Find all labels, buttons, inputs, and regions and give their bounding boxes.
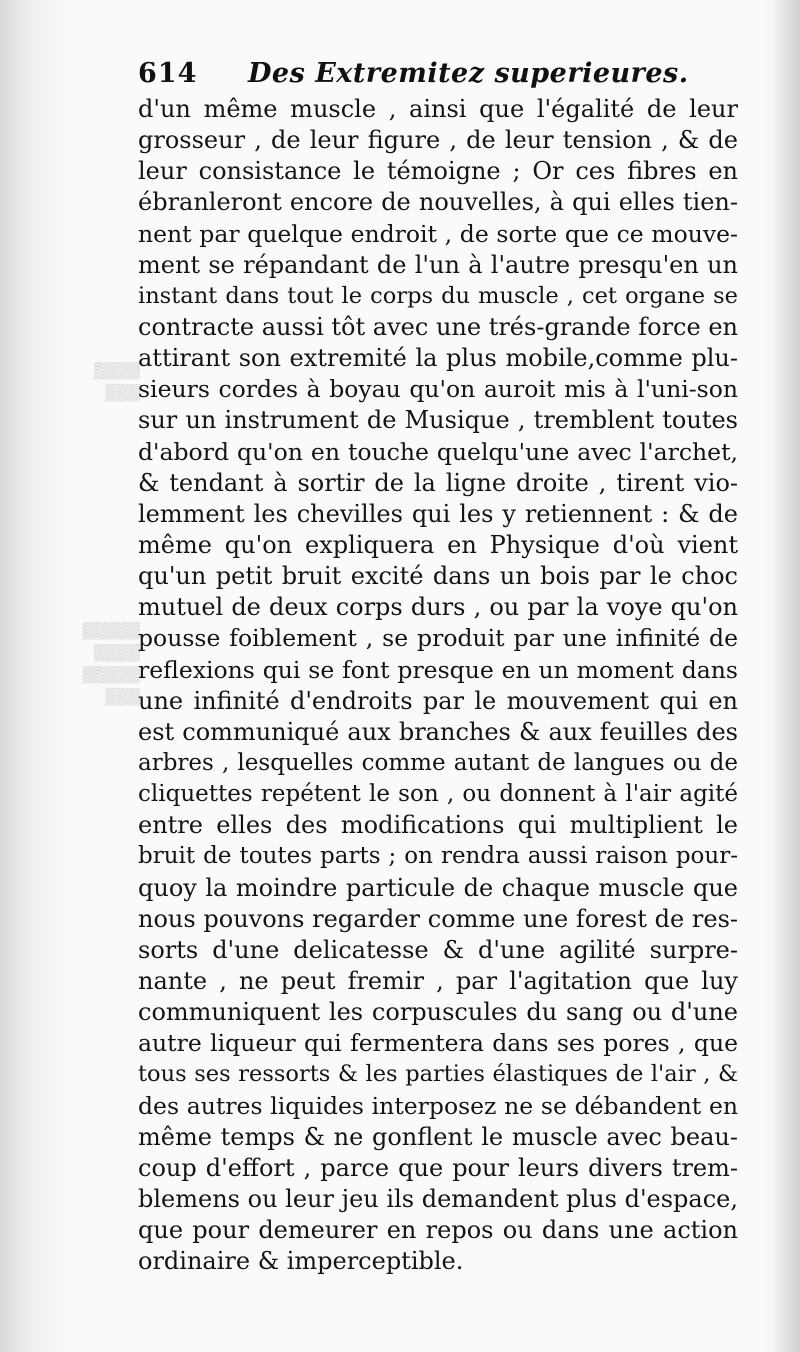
text-line: ment se répandant de l'un à l'autre presqu'en un [138, 250, 738, 279]
text-line: nous pouvons regarder comme une forest de res- [138, 904, 738, 933]
text-line: mutuel de deux corps durs , ou par la voye qu'on [138, 593, 738, 622]
text-line: autre liqueur qui fermentera dans ses pores , que [138, 1029, 738, 1058]
page-edge-shadow [760, 0, 800, 1352]
text-line: d'abord qu'on en touche quelqu'une avec l'archet, [138, 437, 738, 466]
text-line: reflexions qui se font presque en un moment dans [138, 655, 738, 684]
text-line: communiquent les corpuscules du sang ou d'une [138, 998, 738, 1027]
text-line: coup d'effort , parce que pour leurs divers trem- [138, 1153, 738, 1182]
text-line: entre elles des modifications qui multiplient le [138, 811, 738, 840]
text-line: même qu'on expliquera en Physique d'où vient [138, 530, 738, 559]
text-line: que pour demeurer en repos ou dans une action [138, 1216, 738, 1245]
text-line: attirant son extremité la plus mobile,comme plu- [138, 344, 738, 373]
text-line: cliquettes repétent le son , ou donnent à l'air agité [138, 781, 738, 808]
text-line: contracte aussi tôt avec une trés-grande force en [138, 312, 738, 341]
text-line: sorts d'une delicatesse & d'une agilité surpre- [138, 935, 738, 964]
text-line: des autres liquides interposez ne se débandent en [138, 1091, 738, 1120]
text-line: tous ses ressorts & les parties élastiques de l'air , & [138, 1061, 738, 1088]
text-line: blemens ou leur jeu ils demandent plus d'espace, [138, 1184, 738, 1213]
show-through-mark: ▒▒▒▒ ▒▒▒ [93, 362, 140, 402]
text-line: sieurs cordes à boyau qu'on auroit mis à l'uni-son [138, 375, 738, 404]
text-line: d'un même muscle , ainsi que l'égalité de leur [138, 95, 738, 123]
page-number: 614 [138, 58, 198, 89]
text-line: ordinaire & imperceptible. [138, 1247, 464, 1276]
text-line: qu'un petit bruit excité dans un bois par le choc [138, 562, 738, 591]
show-through-mark: ▒▒▒▒▒ ▒▒▒▒ ▒▒▒▒▒ ▒▒▒ [82, 622, 140, 706]
text-line: grosseur , de leur figure , de leur tension , & de [138, 126, 738, 155]
running-title: Des Extremitez superieures. [248, 58, 689, 89]
text-line: une infinité d'endroits par le mouvement qui en [138, 686, 738, 715]
text-line: leur consistance le témoigne ; Or ces fibres en [138, 157, 738, 186]
text-line: instant dans tout le corps du muscle , cet organe se [138, 282, 738, 309]
text-line: nante , ne peut fremir , par l'agitation que luy [138, 966, 738, 995]
body-text [138, 94, 738, 1277]
page-header [138, 50, 738, 96]
text-line: sur un instrument de Musique , tremblent toutes [138, 406, 738, 435]
text-line: bruit de toutes parts ; on rendra aussi raison pour- [138, 843, 738, 870]
text-line: pousse foiblement , se produit par une infinité de [138, 624, 738, 653]
text-line: nent par quelque endroit , de sorte que ce mouve- [138, 219, 738, 248]
text-line: est communiqué aux branches & aux feuilles des [138, 717, 738, 746]
text-line: lemment les chevilles qui les y retiennent : & de [138, 499, 738, 528]
text-line: & tendant à sortir de la ligne droite , tirent vio- [138, 468, 738, 497]
text-line: arbres , lesquelles comme autant de langues ou de [138, 749, 738, 776]
text-line: même temps & ne gonflent le muscle avec beau- [138, 1122, 738, 1151]
text-line: ébranleront encore de nouvelles, à qui elles tien- [138, 188, 738, 217]
text-line: quoy la moindre particule de chaque muscle que [138, 873, 738, 902]
